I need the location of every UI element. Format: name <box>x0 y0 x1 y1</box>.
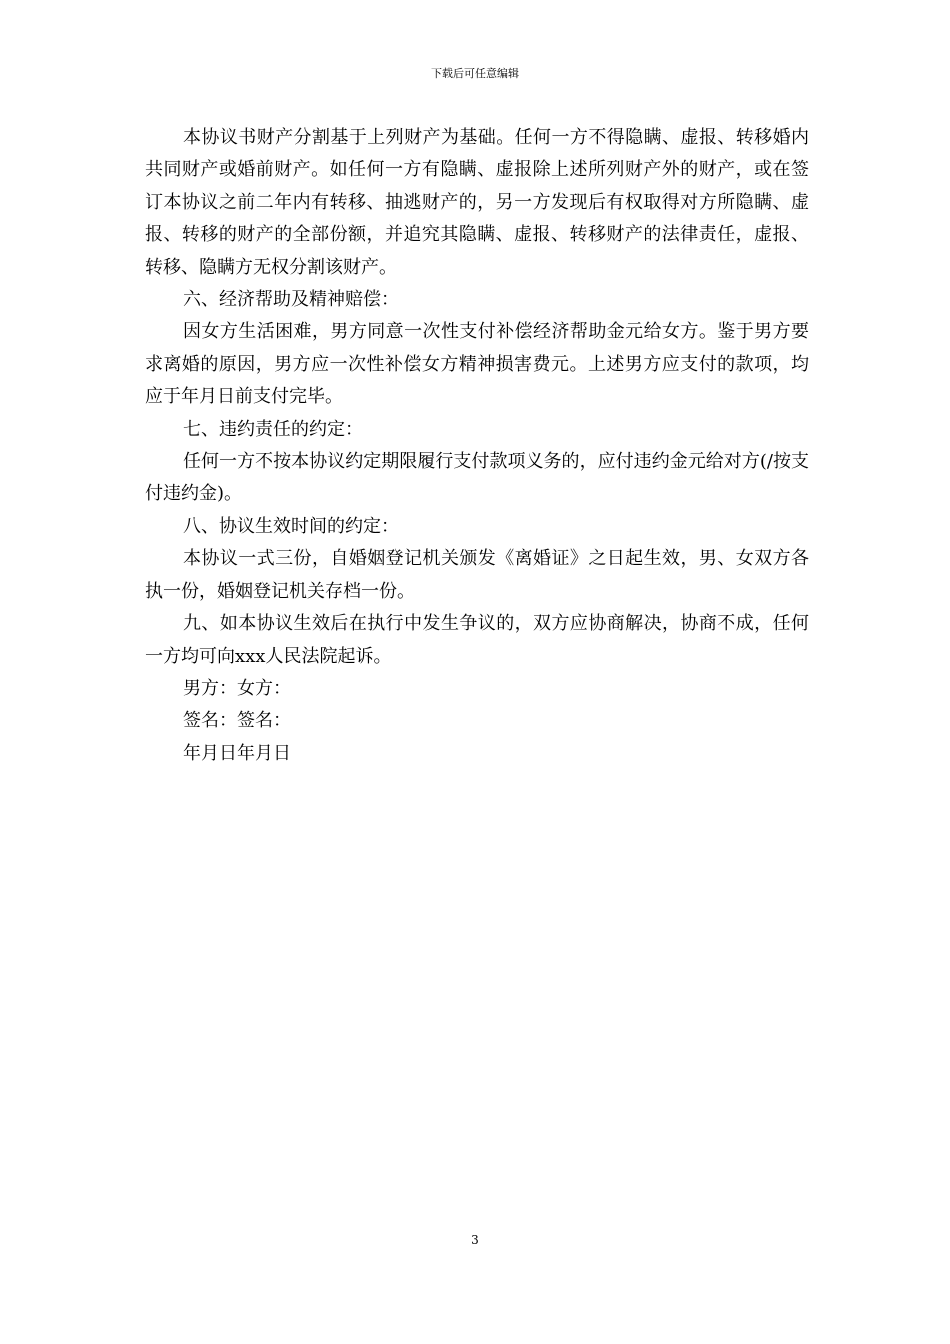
paragraph-breach: 任何一方不按本协议约定期限履行支付款项义务的，应付违约金元给对方(/按支付违约金)。 <box>145 451 809 505</box>
section-heading-economic-help: 六、经济帮助及精神赔偿： <box>183 289 399 311</box>
section-heading-effective-time: 八、协议生效时间的约定： <box>183 515 399 537</box>
paragraph-economic-help: 因女方生活困难，男方同意一次性支付补偿经济帮助金元给女方。鉴于男方要求离婚的原因，男方应一次性补偿女方精神损害费元。上述男方应支付的款项，均应于年月日前支付完毕。 <box>145 321 809 408</box>
section-heading-breach: 七、违约责任的约定： <box>183 418 363 440</box>
document-body <box>145 122 809 770</box>
paragraph-dispute: 九、如本协议生效后在执行中发生争议的，双方应协商解决，协商不成，任何一方均可向xxx人民法院起诉。 <box>145 613 809 667</box>
signature-names: 签名：签名： <box>183 710 291 732</box>
signature-dates: 年月日年月日 <box>183 742 291 764</box>
paragraph-property-clause: 本协议书财产分割基于上列财产为基础。任何一方不得隐瞒、虚报、转移婚内共同财产或婚前财产。如任何一方有隐瞒、虚报除上述所列财产外的财产，或在签订本协议之前二年内有转移、抽逃财产的，另一方发现后有权取得对方所隐瞒、虚报、转移的财产的全部份额，并追究其隐瞒、虚报、转移财产的法律责任，虚报、转移、隐瞒方无权分割该财产。 <box>145 127 809 278</box>
page-header: 下载后可任意编辑 <box>431 67 519 80</box>
signature-parties: 男方：女方： <box>183 677 291 699</box>
paragraph-effective-time: 本协议一式三份，自婚姻登记机关颁发《离婚证》之日起生效，男、女双方各执一份，婚姻登记机关存档一份。 <box>145 548 809 602</box>
page-number: 3 <box>471 1233 479 1247</box>
